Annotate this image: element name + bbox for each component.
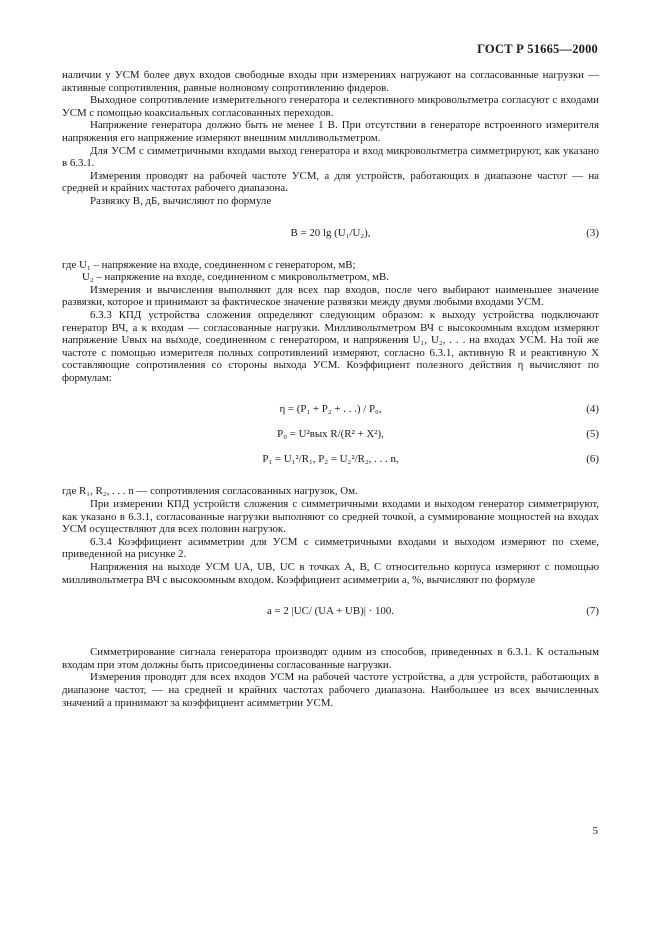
paragraph: Для УСМ с симметричными входами выход генератора и вход микровольтметра симметрируют, как указано в 6.3.1. <box>62 144 599 170</box>
paragraph: Измерения проводят на рабочей частоте УСМ, а для устройств, работающих в диапазоне частот — на средней и крайних частотах рабочего диапазона. <box>62 169 599 195</box>
formula-text: B = 20 lg (U₁/U₂), <box>290 226 371 239</box>
formula-number: (7) <box>586 605 599 618</box>
formula-7 <box>62 605 599 618</box>
formula-number: (4) <box>586 403 599 416</box>
formula-number: (6) <box>586 453 599 466</box>
paragraph: Напряжения на выходе УСМ UA, UB, UC в точках A, B, C относительно корпуса измеряют с помощью милливольтметра ВЧ с высокоомным входом. Коэффициент асимметрии a, %, вычисляют по формуле <box>62 561 599 586</box>
paragraph: Измерения и вычисления выполняют для всех пар входов, после чего выбирают наименьшее значение развязки, которое и принимают за фактическое значение развязки между двумя любыми входами УСМ. <box>62 283 599 309</box>
formula-3 <box>62 227 599 240</box>
formula-text: η = (P₁ + P₂ + . . .) / P₀, <box>279 403 382 416</box>
formula-text: P₀ = U²вых R/(R² + X²), <box>277 428 384 441</box>
formula-text: P₁ = U₁²/R₁, P₂ = U₂²/R₂, . . . n, <box>262 453 399 466</box>
formula-number: (5) <box>586 428 599 441</box>
paragraph: Измерения проводят для всех входов УСМ на рабочей частоте устройства, а для устройств, работающих в диапазоне частот, — на средней и крайних частотах рабочего диапазона. Наибольшее из всех вычисленных значений a принимают за коэффициент асимметрии УСМ. <box>62 671 599 709</box>
paragraph: Напряжение генератора должно быть не менее 1 В. При отсутствии в генераторе встроенного измерителя напряжения его напряжение измеряют внешним милливольтметром. <box>62 119 599 144</box>
formula-number: (3) <box>586 226 599 239</box>
formula-legend: U₂ – напряжение на входе, соединенном с микровольтметром, мВ. <box>82 271 390 284</box>
paragraph: При измерении КПД устройств сложения с симметричными входами и выходом генератор симметрируют, как указано в 6.3.1, согласованные нагрузки выполняют со средней точкой, а суммирование мощностей на входах УСМ осуществляют для всех половин нагрузок. <box>62 498 599 536</box>
document-header: ГОСТ Р 51665—2000 <box>477 42 598 56</box>
formula-4 <box>62 403 599 416</box>
formula-legend: где U₁ – напряжение на входе, соединенном с генератором, мВ; <box>62 258 356 271</box>
formula-6 <box>62 453 599 466</box>
paragraph: наличии у УСМ более двух входов свободные входы при измерениях нагружают на согласованные нагрузки — активные сопротивления, равные волновому сопротивлению фидеров. <box>62 69 599 94</box>
page-number: 5 <box>592 825 598 837</box>
paragraph: Выходное сопротивление измерительного генератора и селективного микровольтметра согласуют с входами УСМ с помощью коаксиальных согласованных переходов. <box>62 94 599 119</box>
paragraph: Развязку B, дБ, вычисляют по формуле <box>90 194 272 207</box>
formula-legend: где R₁, R₂, . . . n — сопротивления согласованных нагрузок, Ом. <box>62 485 358 498</box>
paragraph: 6.3.3 КПД устройства сложения определяют следующим образом: к выходу устройства подключают генератор ВЧ, а к входам — согласованные нагрузки. Милливольтметром ВЧ с высокоомным входом измеряют напряжение Uвых на выходе, соединенном с генератором, и напряжения U₁, U₂, . . . на входах УСМ. На той же частоте с помощью измерителя полных сопротивлений измеряют, согласно 6.3.1, активную R и реактивную X составляющие сопротивления со стороны выхода УСМ. Коэффициент полезного действия η вычисляют по формулам: <box>62 308 599 384</box>
page-body <box>62 69 599 709</box>
paragraph: Симметрирование сигнала генератора производят одним из способов, приведенных в 6.3.1. К остальным входам при этом должны быть присоединены согласованные нагрузки. <box>62 646 599 671</box>
paragraph: 6.3.4 Коэффициент асимметрии для УСМ с симметричными входами и выходом измеряют по схеме, приведенной на рисунке 2. <box>62 535 599 561</box>
formula-5 <box>62 428 599 441</box>
formula-text: a = 2 |UC/ (UA + UB)| · 100. <box>266 605 395 618</box>
